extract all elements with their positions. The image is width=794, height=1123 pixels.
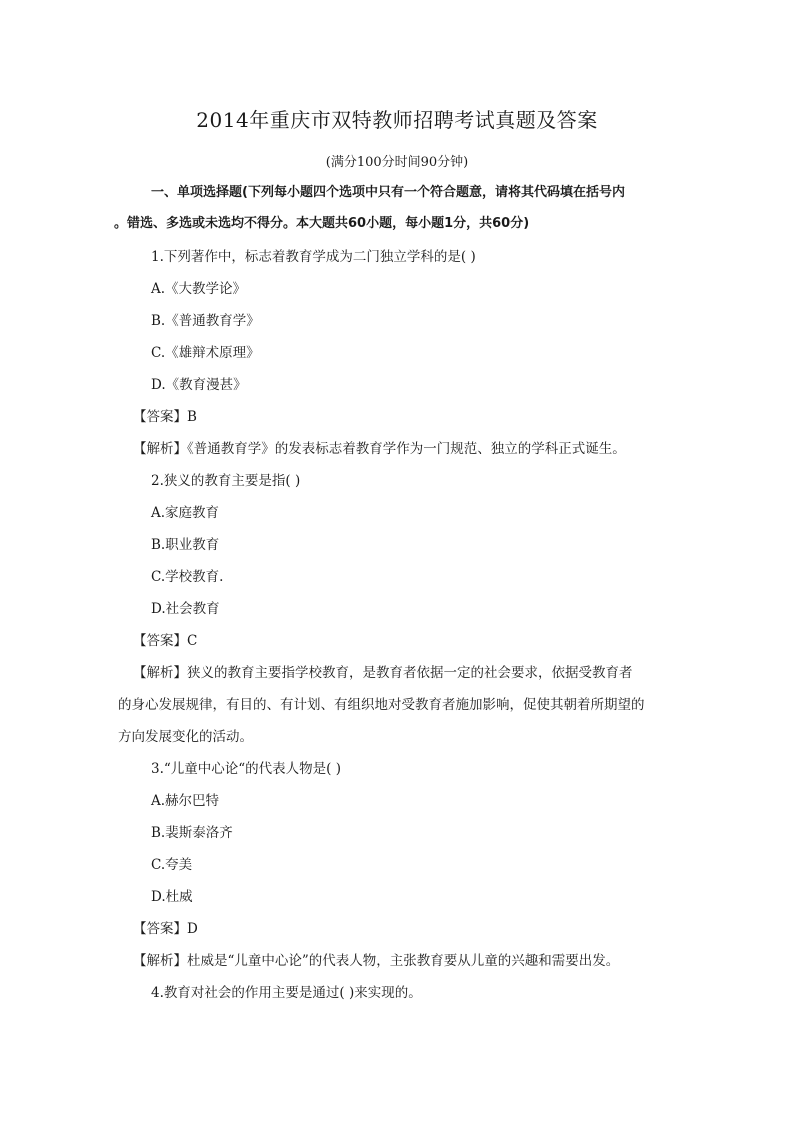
question-2-option-c: C.学校教育. (151, 569, 224, 585)
question-2-answer: 【答案】C (133, 633, 198, 649)
question-3-analysis: 【解析】杜威是“儿童中心论”的代表人物，主张教育要从儿童的兴趣和需要出发。 (133, 953, 620, 969)
question-1-answer: 【答案】B (133, 409, 197, 425)
question-1-stem: 1.下列著作中，标志着教育学成为二门独立学科的是( ) (151, 249, 476, 265)
question-2-analysis-line2: 的身心发展规律，有目的、有计划、有组织地对受教育者施加影响，促使其朝着所期望的 (118, 697, 645, 713)
question-1-option-b: B.《普通教育学》 (151, 313, 260, 329)
question-2-option-b: B.职业教育 (151, 537, 220, 553)
question-1-option-c: C.《雄辩术原理》 (151, 345, 260, 361)
question-2-analysis-line1: 【解析】狭义的教育主要指学校教育，是教育者依据一定的社会要求，依据受教育者 (133, 665, 633, 681)
question-2-analysis-line3: 方向发展变化的活动。 (118, 729, 253, 745)
question-3-option-a: A.赫尔巴特 (151, 793, 220, 809)
question-3-stem: 3.“儿童中心论“的代表人物是( ) (151, 761, 342, 777)
question-4-stem: 4.教育对社会的作用主要是通过( )来实现的。 (151, 985, 422, 1001)
question-3-option-c: C.夸美 (151, 857, 193, 873)
page-subtitle: (满分100分时间90分钟) (325, 155, 469, 170)
question-3-option-b: B.裴斯泰洛齐 (151, 825, 233, 841)
question-3-option-d: D.杜威 (151, 889, 193, 905)
question-1-option-a: A.《大教学论》 (151, 281, 247, 297)
question-2-option-d: D.社会教育 (151, 601, 220, 617)
question-2-stem: 2.狭义的教育主要是指( ) (151, 473, 301, 489)
question-2-option-a: A.家庭教育 (151, 505, 220, 521)
page-title: 2014年重庆市双特教师招聘考试真题及答案 (196, 108, 598, 132)
question-3-answer: 【答案】D (133, 921, 198, 937)
question-1-analysis: 【解析】《普通教育学》的发表标志着教育学作为一门规范、独立的学科正式诞生。 (133, 441, 626, 457)
question-1-option-d: D.《教育漫甚》 (151, 377, 247, 393)
section-heading-line1: 一、单项选择题(下列每小题四个选项中只有一个符合题意，请将其代码填在括号内 (151, 185, 625, 200)
section-heading-line2: 。错选、多选或未选均不得分。本大题共60小题，每小题1分，共60分) (114, 216, 530, 231)
